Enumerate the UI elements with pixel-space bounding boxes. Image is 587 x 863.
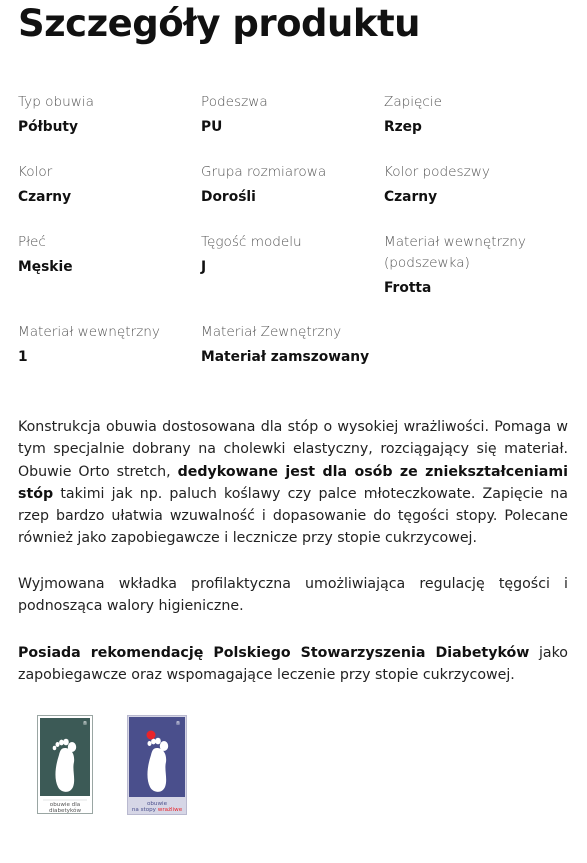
registered-mark: ®	[82, 721, 88, 727]
diabetic-footwear-badge	[37, 715, 93, 814]
attribute-label: Zapięcie	[384, 94, 443, 110]
attribute-shoe-type	[18, 92, 201, 162]
attribute-value: Dorośli	[201, 189, 256, 205]
attribute-value: Męskie	[18, 259, 73, 275]
badge-label: obuwie	[146, 801, 168, 807]
attribute-value: Półbuty	[18, 119, 78, 135]
attribute-color	[18, 162, 201, 232]
description-text: takimi jak np. paluch koślawy czy palce młoteczkowate. Zapięcie na rzep bardzo ułatwia wzuwalność i dopasowanie do tęgości stopy. Polecane również jako zapobiegawcze i lecznicze przy stopie cukrzycowej.	[18, 485, 568, 547]
recommendation-highlight: Posiada rekomendację Polskiego Stowarzyszenia Diabetyków	[18, 645, 530, 661]
attribute-label: Materiał Zewnętrzny	[201, 324, 342, 340]
attribute-value: 1	[18, 349, 28, 365]
attribute-size-group	[201, 162, 384, 232]
attribute-value: Czarny	[18, 189, 72, 205]
attribute-lining	[384, 232, 567, 322]
attribute-fastening	[384, 92, 567, 162]
description-paragraph	[18, 416, 568, 550]
attribute-label: Kolor podeszwy	[384, 164, 490, 180]
attribute-label: Grupa rozmiarowa	[201, 164, 327, 180]
sensitive-feet-badge	[127, 715, 187, 815]
attribute-label: Materiał wewnętrzny (podszewka)	[384, 234, 526, 271]
attributes-row	[18, 162, 578, 232]
attributes-row	[18, 232, 578, 322]
badge-label-part: na stopy	[131, 807, 158, 813]
attribute-gender	[18, 232, 201, 322]
attribute-value: Czarny	[384, 189, 438, 205]
attribute-sole-color	[384, 162, 567, 232]
recommendation-text: jako zapobiegawcze oraz wspomagające leczenie przy stopie cukrzycowej.	[18, 645, 568, 684]
description-text: Konstrukcja obuwia dostosowana dla stóp o wysokiej wrażliwości. Pomaga w tym specjalnie dobrany na cholewki elastyczny, rozciągający się materiał. Obuwie Orto stretch,	[18, 419, 568, 480]
attribute-value: J	[201, 259, 207, 275]
attribute-label: Tęgość modelu	[201, 234, 302, 250]
attributes-row	[18, 322, 578, 368]
page-title: Szczegóły produktu	[18, 2, 420, 45]
badge-label: diabetyków	[48, 808, 82, 814]
attribute-label: Materiał wewnętrzny	[18, 324, 160, 340]
attribute-label: Płeć	[18, 234, 46, 250]
badge-label-accent: wrażliwe	[157, 807, 183, 813]
attribute-value: Rzep	[384, 119, 422, 135]
description-highlight: dedykowane jest dla osób ze zniekształceniami stóp	[18, 463, 568, 502]
attribute-value: PU	[201, 119, 223, 135]
attribute-sole	[201, 92, 384, 162]
attribute-outer-material	[201, 322, 384, 368]
attribute-label: Podeszwa	[201, 94, 268, 110]
attributes-row	[18, 92, 578, 162]
badge-label	[132, 807, 183, 813]
attribute-label: Typ obuwia	[18, 94, 94, 110]
sensitive-point-icon	[147, 731, 156, 740]
registered-mark: ®	[175, 721, 181, 727]
attribute-label: Kolor	[18, 164, 53, 180]
attribute-value: Frotta	[384, 280, 432, 296]
recommendation-paragraph	[18, 642, 568, 687]
attribute-value: Materiał zamszowany	[201, 349, 370, 365]
insole-paragraph: Wyjmowana wkładka profilaktyczna umożliwiająca regulację tęgości i podnosząca walory higieniczne.	[18, 576, 568, 615]
badge-label: obuwie dla	[49, 802, 81, 808]
attributes-grid	[18, 92, 578, 368]
attribute-width	[201, 232, 384, 322]
attribute-inner-material	[18, 322, 201, 368]
